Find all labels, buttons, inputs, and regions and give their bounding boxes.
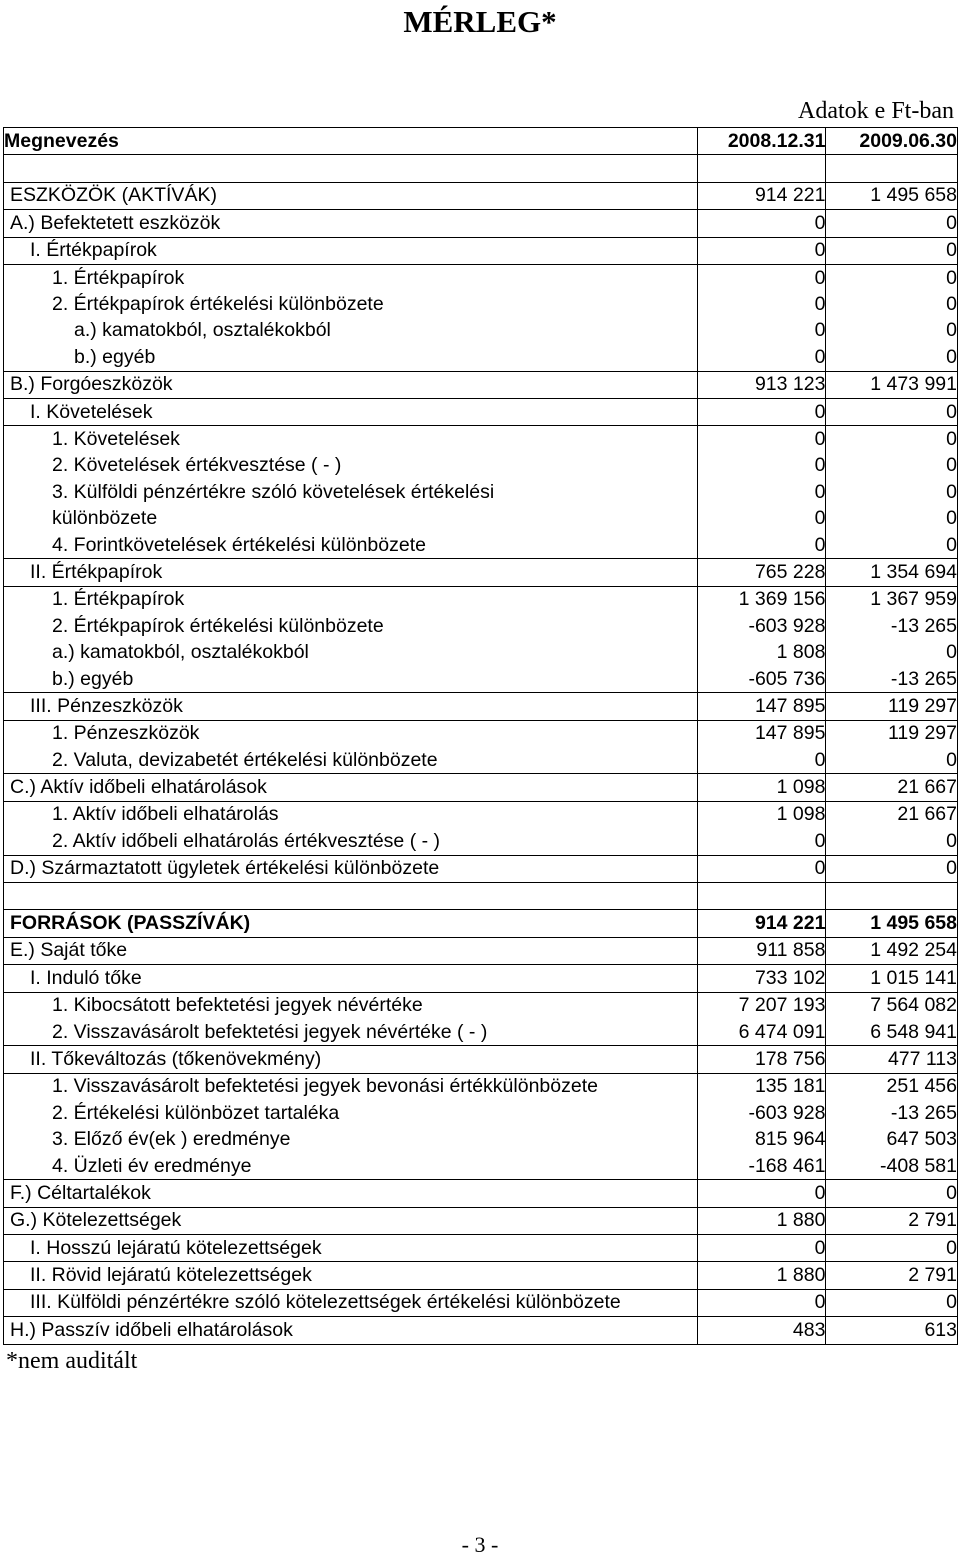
table-row [4,1100,958,1126]
row-label: G.) Kötelezettségek [10,1209,182,1232]
row-label: 1. Kibocsátott befektetési jegyek névértéke [52,994,423,1017]
row-label: 3. Előző év(ek ) eredménye [52,1128,291,1151]
row-value-2008: 1 808 [697,639,826,665]
table-row [4,1317,958,1344]
row-label: ESZKÖZÖK (AKTÍVÁK) [10,184,217,207]
table-row [4,344,958,371]
table-row [4,237,958,264]
row-value-2008: 1 880 [697,1262,826,1289]
row-value-2009: 647 503 [826,1126,958,1152]
row-label: II. Értékpapírok [30,560,163,583]
row-value-2009: 613 [826,1317,958,1344]
row-value-2009: 0 [826,855,958,882]
row-value-2008: 765 228 [697,559,826,586]
spacer-row [4,155,958,182]
row-value-2009: 0 [826,747,958,774]
row-value-2008: 1 369 156 [697,586,826,613]
row-value-2008: 913 123 [697,371,826,398]
spacer-row [4,882,958,909]
header-col2: 2009.06.30 [826,128,958,155]
row-value-2009: 0 [826,318,958,344]
table-row [4,801,958,828]
table-row [4,992,958,1019]
table-row [4,398,958,425]
row-label: II. Rövid lejáratú kötelezettségek [30,1264,312,1287]
table-row [4,371,958,398]
row-value-2008: 914 221 [697,910,826,937]
row-label: F.) Céltartalékok [10,1181,151,1204]
row-value-2008: 0 [697,747,826,774]
row-label: I. Induló tőke [30,966,142,989]
row-value-2008: 0 [697,828,826,855]
row-label: a.) kamatokból, osztalékokból [52,641,309,664]
table-row [4,720,958,747]
row-label: 2. Aktív időbeli elhatárolás értékvesztése ( - ) [52,829,441,852]
row-label: 1. Aktív időbeli elhatárolás [52,803,279,826]
row-value-2008: 1 098 [697,801,826,828]
row-value-2009: 0 [826,210,958,237]
row-label: E.) Saját tőke [10,939,128,962]
row-label: b.) egyéb [52,667,134,690]
table-row [4,318,958,344]
table-row [4,1235,958,1262]
row-label: b.) egyéb [74,345,156,368]
row-value-2008: 0 [697,505,826,531]
table-row [4,1180,958,1207]
row-value-2008: 911 858 [697,937,826,964]
header-name: Megnevezés [4,128,698,155]
row-value-2008: 0 [697,237,826,264]
table-row [4,1046,958,1073]
row-label: I. Követelések [30,400,153,423]
table-row [4,210,958,237]
row-value-2009: 21 667 [826,774,958,801]
row-value-2008: 0 [697,1235,826,1262]
row-value-2008: 135 181 [697,1073,826,1100]
row-value-2008: -603 928 [697,1100,826,1126]
table-row [4,693,958,720]
row-label: D.) Származtatott ügyletek értékelési különbözete [10,857,440,880]
row-value-2008: 7 207 193 [697,992,826,1019]
row-value-2008: -168 461 [697,1153,826,1180]
row-value-2009: 0 [826,264,958,291]
row-value-2009: -13 265 [826,666,958,693]
row-value-2008: 147 895 [697,720,826,747]
row-value-2009: 0 [826,344,958,371]
row-value-2008: -605 736 [697,666,826,693]
row-value-2009: 0 [826,1180,958,1207]
row-value-2008: 0 [697,318,826,344]
row-value-2009: 477 113 [826,1046,958,1073]
row-value-2009: -408 581 [826,1153,958,1180]
row-value-2009: 2 791 [826,1207,958,1234]
row-value-2009: 21 667 [826,801,958,828]
row-value-2009: -13 265 [826,1100,958,1126]
row-value-2008: 0 [697,453,826,479]
row-value-2008: 1 880 [697,1207,826,1234]
table-row [4,479,958,505]
row-label: 2. Valuta, devizabetét értékelési különbözete [52,748,438,771]
row-value-2009: 0 [826,505,958,531]
page-title: MÉRLEG* [403,4,557,39]
row-value-2009: 1 015 141 [826,965,958,992]
table-row [4,666,958,693]
row-label: C.) Aktív időbeli elhatárolások [10,776,267,799]
row-value-2008: 914 221 [697,182,826,209]
row-label: II. Tőkeváltozás (tőkenövekmény) [30,1047,322,1070]
row-value-2008: 733 102 [697,965,826,992]
table-row [4,453,958,479]
row-label: 2. Visszavásárolt befektetési jegyek névértéke ( - ) [52,1020,488,1043]
table-row [4,505,958,531]
page-number: - 3 - [461,1532,499,1557]
table-row [4,1126,958,1152]
table-row [4,828,958,855]
row-value-2009: 6 548 941 [826,1019,958,1046]
row-value-2008: -603 928 [697,613,826,639]
row-value-2009: 0 [826,398,958,425]
row-value-2009: 1 495 658 [826,910,958,937]
table-row [4,291,958,317]
row-value-2008: 6 474 091 [697,1019,826,1046]
row-label: 1. Visszavásárolt befektetési jegyek bevonási értékkülönbözete [52,1075,598,1098]
row-label: FORRÁSOK (PASSZÍVÁK) [10,912,251,935]
row-label: 4. Forintkövetelések értékelési különbözete [52,533,426,556]
row-value-2009: 0 [826,1289,958,1316]
row-value-2008: 0 [697,532,826,559]
row-label: I. Értékpapírok [30,239,157,262]
row-label: 1. Követelések [52,427,180,450]
row-value-2008: 0 [697,479,826,505]
row-value-2009: 0 [826,237,958,264]
row-value-2009: 1 495 658 [826,182,958,209]
row-value-2009: 0 [826,1235,958,1262]
table-row [4,747,958,774]
row-label: 2. Követelések értékvesztése ( - ) [52,454,342,477]
row-label: 3. Külföldi pénzértékre szóló követelések értékelési [52,480,495,503]
row-value-2008: 178 756 [697,1046,826,1073]
row-value-2008: 1 098 [697,774,826,801]
row-value-2008: 0 [697,264,826,291]
table-row [4,1207,958,1234]
table-row [4,613,958,639]
row-value-2009: 1 473 991 [826,371,958,398]
row-label: 4. Üzleti év eredménye [52,1154,252,1177]
row-value-2008: 0 [697,1180,826,1207]
row-label: H.) Passzív időbeli elhatárolások [10,1318,293,1341]
table-row [4,639,958,665]
row-label: 2. Értékpapírok értékelési különbözete [52,293,384,316]
row-value-2009: 0 [826,291,958,317]
table-row [4,1289,958,1316]
row-value-2009: 119 297 [826,720,958,747]
table-row [4,182,958,209]
row-label: 1. Értékpapírok [52,588,185,611]
row-value-2009: 0 [826,828,958,855]
table-row [4,855,958,882]
row-value-2008: 0 [697,855,826,882]
table-row [4,426,958,453]
row-label: különbözete [52,507,158,530]
row-label: 2. Értékpapírok értékelési különbözete [52,614,384,637]
row-label: I. Hosszú lejáratú kötelezettségek [30,1236,322,1259]
footnote: *nem auditált [6,1348,138,1374]
row-value-2009: 0 [826,426,958,453]
row-value-2009: 7 564 082 [826,992,958,1019]
row-value-2008: 0 [697,210,826,237]
table-row [4,1073,958,1100]
row-value-2008: 0 [697,344,826,371]
table-row [4,1019,958,1046]
unit-note: Adatok e Ft-ban [798,98,954,124]
row-value-2009: 0 [826,532,958,559]
row-value-2008: 815 964 [697,1126,826,1152]
row-label: a.) kamatokból, osztalékokból [74,319,331,342]
table-header-row [4,128,958,155]
table-row [4,264,958,291]
row-value-2009: 0 [826,479,958,505]
row-value-2008: 0 [697,398,826,425]
balance-table [3,127,958,1345]
row-value-2009: 1 492 254 [826,937,958,964]
row-value-2008: 0 [697,291,826,317]
table-row [4,965,958,992]
row-value-2009: 2 791 [826,1262,958,1289]
row-label: III. Pénzeszközök [30,694,183,717]
row-value-2009: 251 456 [826,1073,958,1100]
row-value-2009: 0 [826,639,958,665]
row-value-2009: 1 354 694 [826,559,958,586]
table-row [4,1262,958,1289]
row-value-2008: 483 [697,1317,826,1344]
table-row [4,937,958,964]
table-row [4,586,958,613]
row-label: B.) Forgóeszközök [10,373,173,396]
row-label: A.) Befektetett eszközök [10,211,221,234]
table-row [4,559,958,586]
table-row [4,910,958,937]
header-col1: 2008.12.31 [697,128,826,155]
row-label: 1. Értékpapírok [52,266,185,289]
row-value-2009: 119 297 [826,693,958,720]
row-label: III. Külföldi pénzértékre szóló kötelezettségek értékelési különbözete [30,1291,621,1314]
table-row [4,774,958,801]
row-label: 1. Pénzeszközök [52,722,200,745]
row-value-2008: 147 895 [697,693,826,720]
row-value-2009: -13 265 [826,613,958,639]
row-value-2009: 0 [826,453,958,479]
table-row [4,1153,958,1180]
row-label: 2. Értékelési különbözet tartaléka [52,1101,340,1124]
row-value-2009: 1 367 959 [826,586,958,613]
row-value-2008: 0 [697,1289,826,1316]
table-row [4,532,958,559]
row-value-2008: 0 [697,426,826,453]
